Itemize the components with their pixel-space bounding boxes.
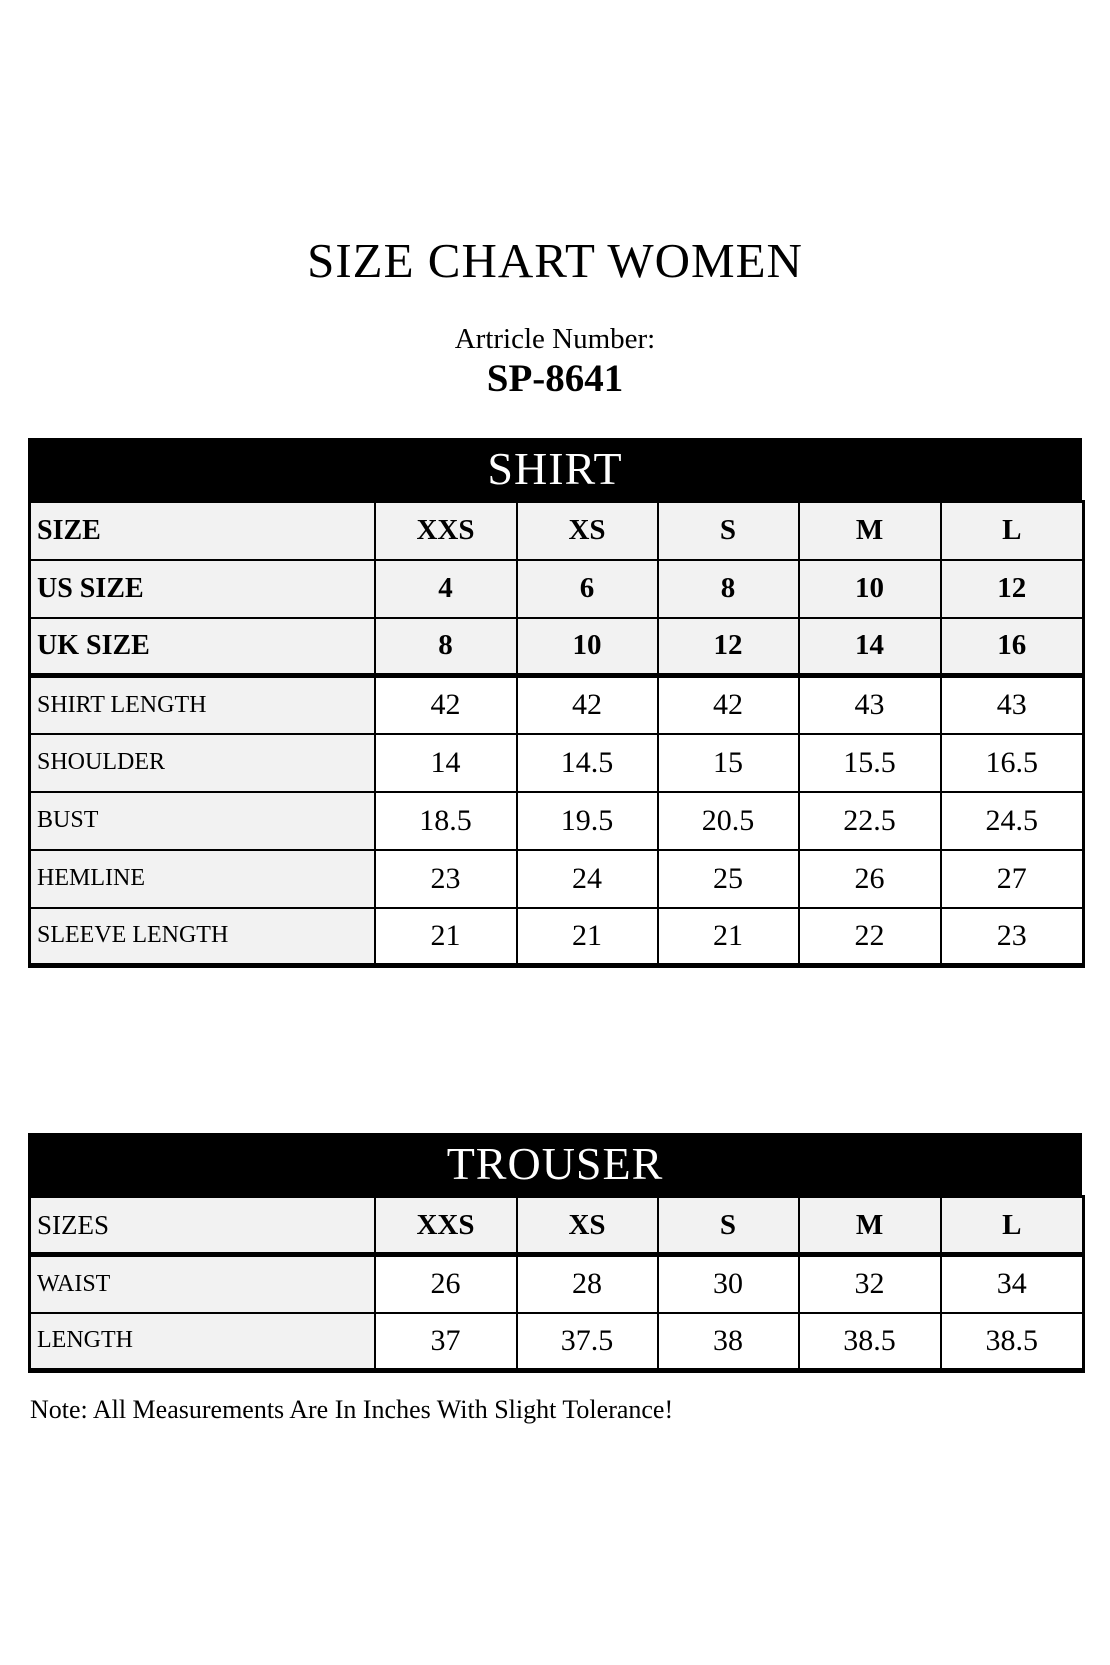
row-label-cell: US SIZE [30,560,375,618]
value-cell: 6 [517,560,658,618]
value-cell: 37 [375,1313,517,1371]
value-cell: M [799,1197,941,1255]
value-cell: 10 [799,560,941,618]
value-cell: 34 [941,1255,1084,1313]
row-label-cell: SIZES [30,1197,375,1255]
shirt-table [28,500,1085,968]
table-row [30,792,1084,850]
value-cell: 14 [375,734,517,792]
value-cell: 16.5 [941,734,1084,792]
value-cell: 23 [375,850,517,908]
value-cell: L [941,502,1084,560]
page-title: SIZE CHART WOMEN [307,233,803,288]
value-cell: 12 [658,618,799,676]
shirt-table-title: SHIRT [28,438,1082,500]
row-label-cell: BUST [30,792,375,850]
article-number-label: Artricle Number: [454,323,656,355]
value-cell: 22.5 [799,792,941,850]
value-cell: 12 [941,560,1084,618]
table-row [30,618,1084,676]
value-cell: 20.5 [658,792,799,850]
table-row [30,850,1084,908]
value-cell: 26 [799,850,941,908]
value-cell: 37.5 [517,1313,658,1371]
value-cell: 42 [658,676,799,734]
table-row [30,560,1084,618]
row-label-cell: UK SIZE [30,618,375,676]
article-number-value: SP-8641 [486,357,624,400]
row-label-cell: SLEEVE LENGTH [30,908,375,966]
value-cell: 38.5 [941,1313,1084,1371]
value-cell: 25 [658,850,799,908]
trouser-table [28,1195,1085,1373]
value-cell: 42 [517,676,658,734]
value-cell: XS [517,502,658,560]
table-row [30,1255,1084,1313]
value-cell: 21 [517,908,658,966]
row-label-cell: SHIRT LENGTH [30,676,375,734]
table-row [30,1197,1084,1255]
value-cell: 24 [517,850,658,908]
value-cell: 15 [658,734,799,792]
value-cell: 27 [941,850,1084,908]
value-cell: 19.5 [517,792,658,850]
value-cell: 26 [375,1255,517,1313]
value-cell: 16 [941,618,1084,676]
value-cell: XXS [375,502,517,560]
shirt-section [28,438,1082,968]
value-cell: 23 [941,908,1084,966]
value-cell: 22 [799,908,941,966]
value-cell: S [658,1197,799,1255]
value-cell: 38.5 [799,1313,941,1371]
value-cell: 14.5 [517,734,658,792]
value-cell: 21 [658,908,799,966]
value-cell: M [799,502,941,560]
table-row [30,908,1084,966]
value-cell: 43 [941,676,1084,734]
value-cell: 15.5 [799,734,941,792]
row-label-cell: SHOULDER [30,734,375,792]
value-cell: L [941,1197,1084,1255]
row-label-cell: HEMLINE [30,850,375,908]
value-cell: 8 [658,560,799,618]
value-cell: 42 [375,676,517,734]
note-text: Note: All Measurements Are In Inches With Slight Tolerance! [30,1395,674,1424]
row-label-cell: SIZE [30,502,375,560]
row-label-cell: LENGTH [30,1313,375,1371]
value-cell: 14 [799,618,941,676]
value-cell: 21 [375,908,517,966]
value-cell: XXS [375,1197,517,1255]
trouser-section [28,1133,1082,1373]
value-cell: 24.5 [941,792,1084,850]
value-cell: XS [517,1197,658,1255]
value-cell: 18.5 [375,792,517,850]
value-cell: 38 [658,1313,799,1371]
value-cell: 8 [375,618,517,676]
row-label-cell: WAIST [30,1255,375,1313]
table-row [30,676,1084,734]
value-cell: 43 [799,676,941,734]
value-cell: 4 [375,560,517,618]
value-cell: 32 [799,1255,941,1313]
value-cell: 30 [658,1255,799,1313]
value-cell: 28 [517,1255,658,1313]
table-row [30,1313,1084,1371]
trouser-table-title: TROUSER [28,1133,1082,1195]
table-row [30,502,1084,560]
value-cell: 10 [517,618,658,676]
value-cell: S [658,502,799,560]
table-row [30,734,1084,792]
